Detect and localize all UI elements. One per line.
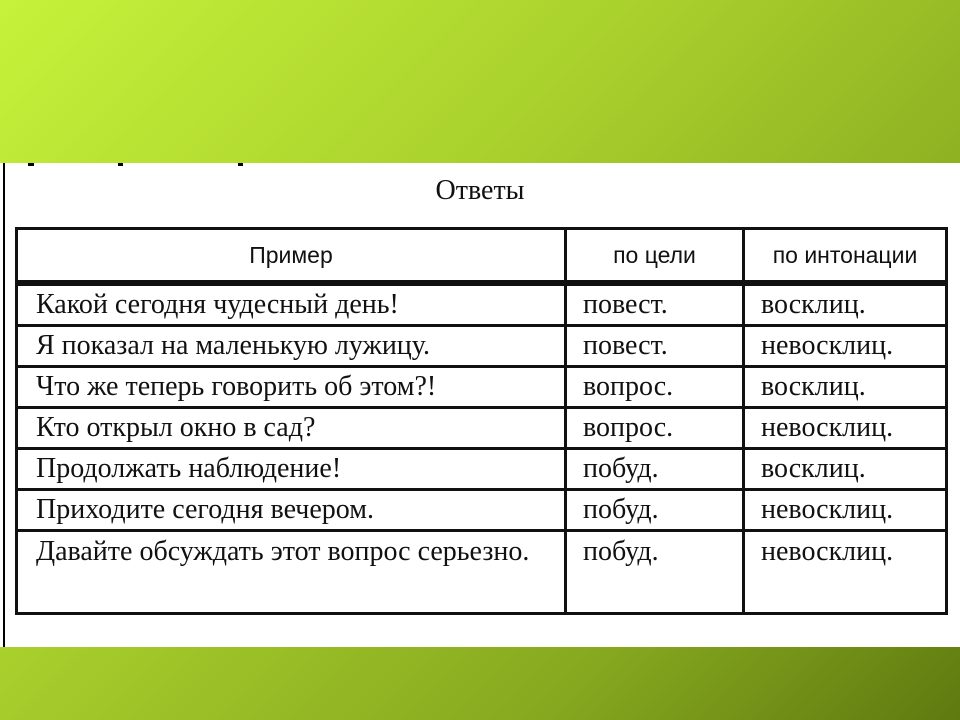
cell-intonation: невосклиц. <box>744 326 947 367</box>
table-row <box>17 408 947 449</box>
table-row <box>17 531 947 614</box>
cell-intonation: невосклиц. <box>744 408 947 449</box>
cell-example: Я показал на маленькую лужицу. <box>17 326 566 367</box>
header-goal: по цели <box>566 229 744 284</box>
cell-intonation: восклиц. <box>744 449 947 490</box>
cell-example: Какой сегодня чудесный день! <box>17 283 566 326</box>
table-row <box>17 283 947 326</box>
cell-goal: вопрос. <box>566 367 744 408</box>
cell-example: Давайте обсуждать этот вопрос серьезно. <box>17 531 566 614</box>
scan-artifact <box>238 163 243 166</box>
header-example: Пример <box>17 229 566 284</box>
scan-left-edge <box>3 163 5 647</box>
table-caption: Ответы <box>435 175 525 206</box>
cell-intonation: восклиц. <box>744 283 947 326</box>
scanned-page <box>0 163 960 647</box>
scan-artifact <box>28 163 34 166</box>
cell-example: Что же теперь говорить об этом?! <box>17 367 566 408</box>
table-row <box>17 449 947 490</box>
header-intonation: по интонации <box>744 229 947 284</box>
scan-artifact <box>118 163 123 166</box>
cell-intonation: невосклиц. <box>744 490 947 531</box>
table-row <box>17 326 947 367</box>
cell-goal: вопрос. <box>566 408 744 449</box>
cell-goal: повест. <box>566 326 744 367</box>
cell-example: Приходите сегодня вечером. <box>17 490 566 531</box>
cell-example: Кто открыл окно в сад? <box>17 408 566 449</box>
cell-goal: побуд. <box>566 449 744 490</box>
cell-example: Продолжать наблюдение! <box>17 449 566 490</box>
cell-goal: побуд. <box>566 531 744 614</box>
table-row <box>17 490 947 531</box>
cell-intonation: невосклиц. <box>744 531 947 614</box>
cell-intonation: восклиц. <box>744 367 947 408</box>
answers-table <box>15 227 948 615</box>
table-header-row <box>17 229 947 284</box>
table-row <box>17 367 947 408</box>
cell-goal: повест. <box>566 283 744 326</box>
cell-goal: побуд. <box>566 490 744 531</box>
